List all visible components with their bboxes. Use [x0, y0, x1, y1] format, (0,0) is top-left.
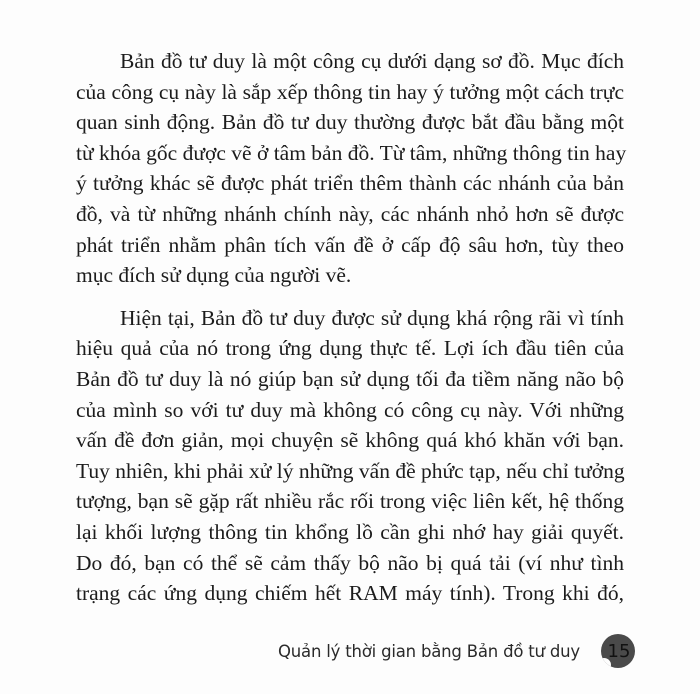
text-line: phát triển nhằm phân tích vấn đề ở cấp độ sâu hơn, tùy theo	[76, 232, 624, 257]
page-number: 15	[607, 640, 631, 662]
text-line: trạng các ứng dụng chiếm hết RAM máy tính). Trong khi đó,	[76, 581, 624, 606]
body-text	[76, 46, 627, 609]
text-line: Hiện tại, Bản đồ tư duy được sử dụng khá rộng rãi vì tính	[120, 305, 624, 330]
text-line: đồ, và từ những nhánh chính này, các nhánh nhỏ hơn sẽ được	[76, 201, 624, 226]
text-line: của mình so với tư duy mà không có công cụ này. Với những	[76, 397, 624, 422]
text-line: của công cụ này là sắp xếp thông tin hay ý tưởng một cách trực	[76, 79, 624, 104]
text-line: Bản đồ tư duy là nó giúp bạn sử dụng tối đa tiềm năng não bộ	[76, 366, 624, 391]
text-line: hiệu quả của nó trong ứng dụng thực tế. Lợi ích đầu tiên của	[76, 336, 624, 361]
text-line: vấn đề đơn giản, mọi chuyện sẽ không quá khó khăn với bạn.	[76, 428, 624, 453]
text-line: Bản đồ tư duy là một công cụ dưới dạng sơ đồ. Mục đích	[120, 49, 624, 73]
paragraph-2	[76, 303, 624, 609]
text-line: tượng, bạn sẽ gặp rất nhiều rắc rối trong việc liên kết, hệ thống	[76, 489, 624, 514]
page-footer	[278, 634, 635, 668]
text-line: từ khóa gốc được vẽ ở tâm bản đồ. Từ tâm, những thông tin hay	[76, 140, 627, 165]
text-line: quan sinh động. Bản đồ tư duy thường được bắt đầu bằng một	[76, 110, 624, 135]
running-title: Quản lý thời gian bằng Bản đồ tư duy	[278, 641, 580, 661]
paragraph-1	[76, 46, 627, 291]
text-line: Do đó, bạn có thể sẽ cảm thấy bộ não bị quá tải (ví như tình	[76, 550, 624, 575]
page-number-badge-icon	[601, 634, 635, 668]
text-line: lại khối lượng thông tin khổng lồ cần ghi nhớ hay giải quyết.	[76, 519, 624, 544]
paragraph-gap	[76, 291, 624, 303]
text-line: Tuy nhiên, khi phải xử lý những vấn đề phức tạp, nếu chỉ tưởng	[76, 458, 625, 483]
text-line: mục đích sử dụng của người vẽ.	[76, 263, 352, 288]
text-line: ý tưởng khác sẽ được phát triển thêm thành các nhánh của bản	[76, 171, 624, 196]
